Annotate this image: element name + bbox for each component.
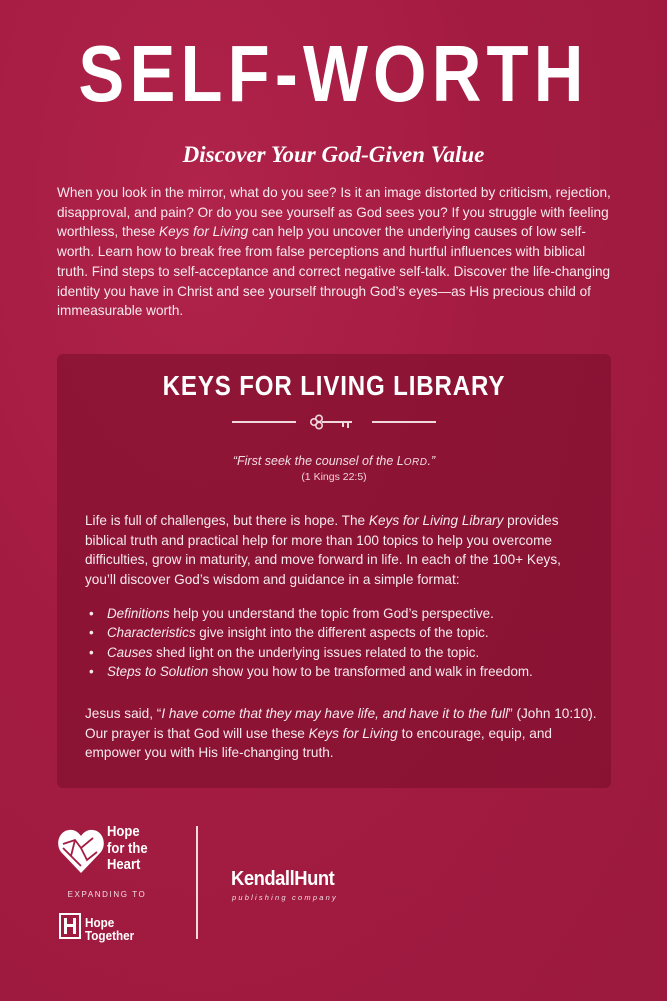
scripture-quote <box>57 454 611 468</box>
footer-divider <box>196 826 198 939</box>
list-item <box>89 623 599 642</box>
hope-line-3: Heart <box>107 857 141 873</box>
kendall-hunt-logo: KendallHunt <box>231 868 335 890</box>
hope-for-the-heart-wordmark <box>107 824 148 874</box>
hope-together-icon <box>59 913 81 939</box>
list-item-term: Characteristics <box>107 625 196 641</box>
closing-text-1: Jesus said, “ <box>85 706 162 721</box>
list-item-text: shed light on the underlying issues related to the topic. <box>152 644 480 660</box>
list-item-text: give insight into the different aspects of the topic. <box>195 625 489 641</box>
hope-line-2: for the <box>107 840 148 857</box>
library-text-2: provides biblical truth and practical help for more than 100 topics to help you overcome difficulties, grow in maturity, and move forward in life. In each of the 100+ Keys, you’ll discover God’s wisdom and guidance in a simple format: <box>85 513 561 587</box>
intro-emphasis: Keys for Living <box>159 224 249 240</box>
intro-text-1: When you look in the mirror, what do you see? Is it an image distorted by criticism, rejection, disapproval, and pain? Or do you see yourself as God sees you? If you struggle with feeling worthless, these <box>57 185 611 240</box>
library-title: KEYS FOR LIVING LIBRARY <box>162 370 506 401</box>
library-text-1: Life is full of challenges, but there is hope. The <box>85 513 369 528</box>
list-item <box>89 604 599 623</box>
closing-text-2: ” (John 10:10). Our prayer is that God will use these <box>85 706 597 741</box>
library-description <box>85 511 595 589</box>
together-line-1: Hope <box>85 915 115 930</box>
intro-text-2: can help you uncover the underlying causes of low self-worth. Learn how to break free from false perceptions and hurtful influences with biblical truth. Find steps to self-acceptance and correct negative self-talk. Discover the life-changing identity you have in Christ and see yourself through God’s eyes—as His precious child of immeasurable worth. <box>57 224 611 319</box>
closing-emphasis: Keys for Living <box>308 725 398 741</box>
list-item <box>89 643 599 662</box>
hope-line-1: Hope <box>107 824 140 840</box>
list-item-term: Steps to Solution <box>107 664 209 680</box>
list-item-text: show you how to be transformed and walk in freedom. <box>208 664 533 680</box>
heart-icon <box>57 826 105 876</box>
key-icon <box>309 414 359 430</box>
list-item-text: help you understand the topic from God’s perspective. <box>169 606 494 621</box>
closing-verse: I have come that they may have life, and have it to the full <box>161 706 509 721</box>
key-divider <box>232 414 436 430</box>
intro-paragraph <box>57 183 617 321</box>
divider-line-left <box>232 421 296 423</box>
quote-text: “First seek the counsel of the L <box>232 454 404 468</box>
divider-line-right <box>372 421 436 423</box>
expanding-to-label: EXPANDING TO <box>67 890 147 899</box>
scripture-citation: (1 Kings 22:5) <box>301 471 367 483</box>
list-item-term: Causes <box>107 644 153 660</box>
book-title: SELF-WORTH <box>78 29 589 118</box>
list-item-term: Definitions <box>107 606 170 621</box>
book-subtitle: Discover Your God-Given Value <box>182 142 485 167</box>
library-emphasis: Keys for Living Library <box>368 513 504 528</box>
quote-end: .” <box>427 454 436 468</box>
hope-together-wordmark <box>85 916 134 942</box>
quote-smallcaps: ORD <box>403 457 428 468</box>
closing-text-3: to encourage, equip, and empower you with His life-changing truth. <box>85 725 552 761</box>
hope-for-the-heart-logo <box>57 824 177 949</box>
list-item <box>89 662 599 681</box>
together-line-2: Together <box>85 928 135 943</box>
feature-list <box>89 604 599 682</box>
library-panel <box>57 354 611 788</box>
kendall-hunt-tagline: publishing company <box>232 893 338 902</box>
closing-paragraph <box>85 704 600 763</box>
